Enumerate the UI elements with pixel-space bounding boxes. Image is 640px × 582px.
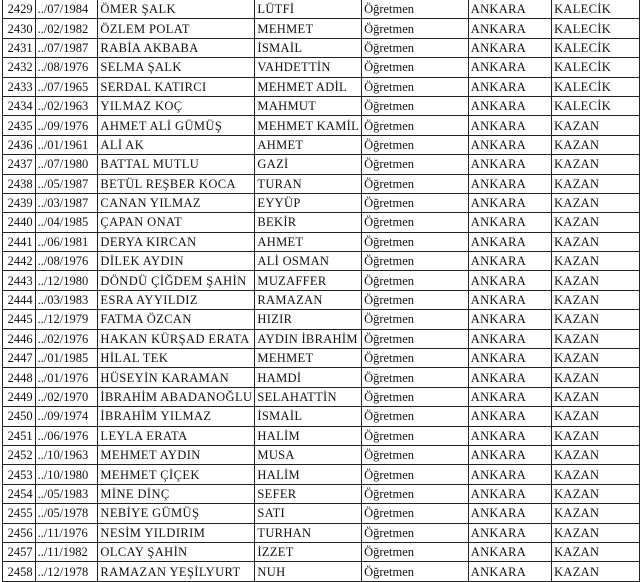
row-number-cell: 2444 bbox=[3, 290, 36, 309]
personnel-table bbox=[2, 0, 640, 582]
district-cell: KAZAN bbox=[552, 213, 640, 232]
birth-date-cell: ../01/1985 bbox=[35, 349, 98, 368]
row-number-cell: 2456 bbox=[3, 523, 36, 542]
job-title-cell: Öğretmen bbox=[362, 504, 469, 523]
row-number-cell: 2436 bbox=[3, 135, 36, 154]
birth-date-cell: ../02/1976 bbox=[35, 329, 98, 348]
province-cell: ANKARA bbox=[468, 77, 551, 96]
birth-date-cell: ../10/1980 bbox=[35, 465, 98, 484]
row-number-cell: 2447 bbox=[3, 349, 36, 368]
row-number-cell: 2440 bbox=[3, 213, 36, 232]
birth-date-cell: ../12/1978 bbox=[35, 562, 98, 581]
row-number-cell: 2438 bbox=[3, 174, 36, 193]
job-title-cell: Öğretmen bbox=[362, 329, 469, 348]
district-cell: KAZAN bbox=[552, 252, 640, 271]
district-cell: KAZAN bbox=[552, 445, 640, 464]
father-name-cell: MEHMET bbox=[255, 19, 362, 38]
full-name-cell: ÖZLEM POLAT bbox=[98, 19, 255, 38]
row-number-cell: 2451 bbox=[3, 426, 36, 445]
row-number-cell: 2450 bbox=[3, 407, 36, 426]
father-name-cell: İSMAİL bbox=[255, 407, 362, 426]
job-title-cell: Öğretmen bbox=[362, 0, 469, 19]
district-cell: KAZAN bbox=[552, 271, 640, 290]
birth-date-cell: ../08/1976 bbox=[35, 252, 98, 271]
table-row bbox=[3, 290, 640, 309]
province-cell: ANKARA bbox=[468, 19, 551, 38]
father-name-cell: MEHMET KAMİL bbox=[255, 116, 362, 135]
table-row bbox=[3, 329, 640, 348]
father-name-cell: MUZAFFER bbox=[255, 271, 362, 290]
table-row bbox=[3, 252, 640, 271]
full-name-cell: OLCAY ŞAHİN bbox=[98, 542, 255, 561]
father-name-cell: BEKİR bbox=[255, 213, 362, 232]
province-cell: ANKARA bbox=[468, 135, 551, 154]
father-name-cell: NUH bbox=[255, 562, 362, 581]
row-number-cell: 2437 bbox=[3, 155, 36, 174]
father-name-cell: AYDIN İBRAHİM bbox=[255, 329, 362, 348]
row-number-cell: 2448 bbox=[3, 368, 36, 387]
district-cell: KALECİK bbox=[552, 19, 640, 38]
table-row bbox=[3, 387, 640, 406]
district-cell: KAZAN bbox=[552, 329, 640, 348]
full-name-cell: BETÜL REŞBER KOCA bbox=[98, 174, 255, 193]
province-cell: ANKARA bbox=[468, 504, 551, 523]
father-name-cell: TURHAN bbox=[255, 523, 362, 542]
birth-date-cell: ../03/1987 bbox=[35, 193, 98, 212]
province-cell: ANKARA bbox=[468, 329, 551, 348]
table-row bbox=[3, 213, 640, 232]
father-name-cell: EYYÜP bbox=[255, 193, 362, 212]
table-row bbox=[3, 174, 640, 193]
row-number-cell: 2446 bbox=[3, 329, 36, 348]
full-name-cell: HİLAL TEK bbox=[98, 349, 255, 368]
district-cell: KAZAN bbox=[552, 290, 640, 309]
father-name-cell: MEHMET bbox=[255, 349, 362, 368]
row-number-cell: 2458 bbox=[3, 562, 36, 581]
table-row bbox=[3, 310, 640, 329]
father-name-cell: HIZIR bbox=[255, 310, 362, 329]
full-name-cell: ÖMER ŞALK bbox=[98, 0, 255, 19]
table-body bbox=[3, 0, 640, 581]
province-cell: ANKARA bbox=[468, 96, 551, 115]
row-number-cell: 2439 bbox=[3, 193, 36, 212]
province-cell: ANKARA bbox=[468, 426, 551, 445]
table-row bbox=[3, 155, 640, 174]
province-cell: ANKARA bbox=[468, 562, 551, 581]
father-name-cell: AHMET bbox=[255, 135, 362, 154]
father-name-cell: İSMAİL bbox=[255, 38, 362, 57]
province-cell: ANKARA bbox=[468, 174, 551, 193]
row-number-cell: 2454 bbox=[3, 484, 36, 503]
birth-date-cell: ../07/1984 bbox=[35, 0, 98, 19]
birth-date-cell: ../05/1983 bbox=[35, 484, 98, 503]
district-cell: KAZAN bbox=[552, 504, 640, 523]
district-cell: KAZAN bbox=[552, 116, 640, 135]
birth-date-cell: ../08/1976 bbox=[35, 58, 98, 77]
father-name-cell: MEHMET ADİL bbox=[255, 77, 362, 96]
district-cell: KALECİK bbox=[552, 77, 640, 96]
birth-date-cell: ../12/1979 bbox=[35, 310, 98, 329]
province-cell: ANKARA bbox=[468, 310, 551, 329]
birth-date-cell: ../01/1976 bbox=[35, 368, 98, 387]
district-cell: KAZAN bbox=[552, 407, 640, 426]
job-title-cell: Öğretmen bbox=[362, 523, 469, 542]
row-number-cell: 2442 bbox=[3, 252, 36, 271]
job-title-cell: Öğretmen bbox=[362, 349, 469, 368]
table-row bbox=[3, 445, 640, 464]
birth-date-cell: ../09/1976 bbox=[35, 116, 98, 135]
province-cell: ANKARA bbox=[468, 213, 551, 232]
job-title-cell: Öğretmen bbox=[362, 135, 469, 154]
full-name-cell: YILMAZ KOÇ bbox=[98, 96, 255, 115]
birth-date-cell: ../02/1982 bbox=[35, 19, 98, 38]
table-row bbox=[3, 368, 640, 387]
birth-date-cell: ../05/1987 bbox=[35, 174, 98, 193]
full-name-cell: SERDAL KATIRCI bbox=[98, 77, 255, 96]
birth-date-cell: ../09/1974 bbox=[35, 407, 98, 426]
full-name-cell: HÜSEYİN KARAMAN bbox=[98, 368, 255, 387]
table-row bbox=[3, 135, 640, 154]
job-title-cell: Öğretmen bbox=[362, 426, 469, 445]
district-cell: KALECİK bbox=[552, 0, 640, 19]
full-name-cell: FATMA ÖZCAN bbox=[98, 310, 255, 329]
row-number-cell: 2435 bbox=[3, 116, 36, 135]
table-row bbox=[3, 116, 640, 135]
full-name-cell: RABİA AKBABA bbox=[98, 38, 255, 57]
table-row bbox=[3, 58, 640, 77]
job-title-cell: Öğretmen bbox=[362, 232, 469, 251]
table-row bbox=[3, 349, 640, 368]
father-name-cell: HALİM bbox=[255, 426, 362, 445]
province-cell: ANKARA bbox=[468, 58, 551, 77]
district-cell: KAZAN bbox=[552, 387, 640, 406]
row-number-cell: 2429 bbox=[3, 0, 36, 19]
row-number-cell: 2455 bbox=[3, 504, 36, 523]
birth-date-cell: ../11/1976 bbox=[35, 523, 98, 542]
father-name-cell: SATI bbox=[255, 504, 362, 523]
job-title-cell: Öğretmen bbox=[362, 542, 469, 561]
district-cell: KAZAN bbox=[552, 310, 640, 329]
father-name-cell: İZZET bbox=[255, 542, 362, 561]
job-title-cell: Öğretmen bbox=[362, 290, 469, 309]
row-number-cell: 2457 bbox=[3, 542, 36, 561]
table-row bbox=[3, 542, 640, 561]
table-row bbox=[3, 465, 640, 484]
job-title-cell: Öğretmen bbox=[362, 213, 469, 232]
full-name-cell: CANAN YILMAZ bbox=[98, 193, 255, 212]
row-number-cell: 2441 bbox=[3, 232, 36, 251]
father-name-cell: SEFER bbox=[255, 484, 362, 503]
birth-date-cell: ../04/1985 bbox=[35, 213, 98, 232]
full-name-cell: MEHMET ÇİÇEK bbox=[98, 465, 255, 484]
job-title-cell: Öğretmen bbox=[362, 368, 469, 387]
district-cell: KAZAN bbox=[552, 542, 640, 561]
full-name-cell: ALİ AK bbox=[98, 135, 255, 154]
table-row bbox=[3, 504, 640, 523]
district-cell: KAZAN bbox=[552, 135, 640, 154]
province-cell: ANKARA bbox=[468, 116, 551, 135]
province-cell: ANKARA bbox=[468, 290, 551, 309]
full-name-cell: LEYLA ERATA bbox=[98, 426, 255, 445]
job-title-cell: Öğretmen bbox=[362, 96, 469, 115]
father-name-cell: AHMET bbox=[255, 232, 362, 251]
district-cell: KALECİK bbox=[552, 58, 640, 77]
job-title-cell: Öğretmen bbox=[362, 252, 469, 271]
row-number-cell: 2431 bbox=[3, 38, 36, 57]
job-title-cell: Öğretmen bbox=[362, 387, 469, 406]
full-name-cell: MEHMET AYDIN bbox=[98, 445, 255, 464]
job-title-cell: Öğretmen bbox=[362, 407, 469, 426]
district-cell: KAZAN bbox=[552, 562, 640, 581]
father-name-cell: GAZİ bbox=[255, 155, 362, 174]
province-cell: ANKARA bbox=[468, 445, 551, 464]
province-cell: ANKARA bbox=[468, 193, 551, 212]
job-title-cell: Öğretmen bbox=[362, 271, 469, 290]
birth-date-cell: ../03/1983 bbox=[35, 290, 98, 309]
district-cell: KALECİK bbox=[552, 38, 640, 57]
father-name-cell: VAHDETTİN bbox=[255, 58, 362, 77]
birth-date-cell: ../01/1961 bbox=[35, 135, 98, 154]
table-row bbox=[3, 271, 640, 290]
district-cell: KAZAN bbox=[552, 232, 640, 251]
birth-date-cell: ../07/1965 bbox=[35, 77, 98, 96]
province-cell: ANKARA bbox=[468, 38, 551, 57]
father-name-cell: LÜTFİ bbox=[255, 0, 362, 19]
row-number-cell: 2449 bbox=[3, 387, 36, 406]
full-name-cell: ESRA AYYILDIZ bbox=[98, 290, 255, 309]
province-cell: ANKARA bbox=[468, 542, 551, 561]
job-title-cell: Öğretmen bbox=[362, 19, 469, 38]
birth-date-cell: ../11/1982 bbox=[35, 542, 98, 561]
job-title-cell: Öğretmen bbox=[362, 465, 469, 484]
father-name-cell: MAHMUT bbox=[255, 96, 362, 115]
province-cell: ANKARA bbox=[468, 387, 551, 406]
province-cell: ANKARA bbox=[468, 349, 551, 368]
province-cell: ANKARA bbox=[468, 368, 551, 387]
province-cell: ANKARA bbox=[468, 523, 551, 542]
father-name-cell: HALİM bbox=[255, 465, 362, 484]
full-name-cell: NESİM YILDIRIM bbox=[98, 523, 255, 542]
full-name-cell: ÇAPAN ONAT bbox=[98, 213, 255, 232]
province-cell: ANKARA bbox=[468, 484, 551, 503]
job-title-cell: Öğretmen bbox=[362, 155, 469, 174]
table-row bbox=[3, 232, 640, 251]
province-cell: ANKARA bbox=[468, 232, 551, 251]
district-cell: KAZAN bbox=[552, 174, 640, 193]
table-row bbox=[3, 484, 640, 503]
table-row bbox=[3, 96, 640, 115]
row-number-cell: 2434 bbox=[3, 96, 36, 115]
row-number-cell: 2452 bbox=[3, 445, 36, 464]
job-title-cell: Öğretmen bbox=[362, 116, 469, 135]
full-name-cell: İBRAHİM YILMAZ bbox=[98, 407, 255, 426]
father-name-cell: TURAN bbox=[255, 174, 362, 193]
full-name-cell: MİNE DİNÇ bbox=[98, 484, 255, 503]
birth-date-cell: ../02/1963 bbox=[35, 96, 98, 115]
father-name-cell: HAMDİ bbox=[255, 368, 362, 387]
job-title-cell: Öğretmen bbox=[362, 562, 469, 581]
full-name-cell: DERYA KIRCAN bbox=[98, 232, 255, 251]
full-name-cell: DÖNDÜ ÇİĞDEM ŞAHİN bbox=[98, 271, 255, 290]
province-cell: ANKARA bbox=[468, 155, 551, 174]
province-cell: ANKARA bbox=[468, 271, 551, 290]
district-cell: KAZAN bbox=[552, 426, 640, 445]
district-cell: KAZAN bbox=[552, 193, 640, 212]
district-cell: KALECİK bbox=[552, 96, 640, 115]
table-row bbox=[3, 562, 640, 581]
job-title-cell: Öğretmen bbox=[362, 38, 469, 57]
birth-date-cell: ../10/1963 bbox=[35, 445, 98, 464]
table-row bbox=[3, 193, 640, 212]
full-name-cell: SELMA ŞALK bbox=[98, 58, 255, 77]
job-title-cell: Öğretmen bbox=[362, 445, 469, 464]
district-cell: KAZAN bbox=[552, 349, 640, 368]
table-row bbox=[3, 426, 640, 445]
row-number-cell: 2430 bbox=[3, 19, 36, 38]
birth-date-cell: ../07/1987 bbox=[35, 38, 98, 57]
row-number-cell: 2443 bbox=[3, 271, 36, 290]
district-cell: KAZAN bbox=[552, 523, 640, 542]
job-title-cell: Öğretmen bbox=[362, 193, 469, 212]
district-cell: KAZAN bbox=[552, 484, 640, 503]
job-title-cell: Öğretmen bbox=[362, 174, 469, 193]
birth-date-cell: ../12/1980 bbox=[35, 271, 98, 290]
full-name-cell: RAMAZAN YEŞİLYURT bbox=[98, 562, 255, 581]
table-row bbox=[3, 0, 640, 19]
full-name-cell: HAKAN KÜRŞAD ERATA bbox=[98, 329, 255, 348]
province-cell: ANKARA bbox=[468, 465, 551, 484]
full-name-cell: NEBİYE GÜMÜŞ bbox=[98, 504, 255, 523]
district-cell: KAZAN bbox=[552, 155, 640, 174]
father-name-cell: RAMAZAN bbox=[255, 290, 362, 309]
row-number-cell: 2433 bbox=[3, 77, 36, 96]
birth-date-cell: ../06/1976 bbox=[35, 426, 98, 445]
birth-date-cell: ../07/1980 bbox=[35, 155, 98, 174]
province-cell: ANKARA bbox=[468, 407, 551, 426]
table-row bbox=[3, 523, 640, 542]
father-name-cell: ALİ OSMAN bbox=[255, 252, 362, 271]
job-title-cell: Öğretmen bbox=[362, 58, 469, 77]
table-row bbox=[3, 77, 640, 96]
table-row bbox=[3, 407, 640, 426]
province-cell: ANKARA bbox=[468, 252, 551, 271]
district-cell: KAZAN bbox=[552, 465, 640, 484]
father-name-cell: MUSA bbox=[255, 445, 362, 464]
table-row bbox=[3, 38, 640, 57]
full-name-cell: AHMET ALİ GÜMÜŞ bbox=[98, 116, 255, 135]
full-name-cell: BATTAL MUTLU bbox=[98, 155, 255, 174]
full-name-cell: İBRAHİM ABADANOĞLU bbox=[98, 387, 255, 406]
birth-date-cell: ../02/1970 bbox=[35, 387, 98, 406]
row-number-cell: 2445 bbox=[3, 310, 36, 329]
province-cell: ANKARA bbox=[468, 0, 551, 19]
row-number-cell: 2453 bbox=[3, 465, 36, 484]
job-title-cell: Öğretmen bbox=[362, 77, 469, 96]
job-title-cell: Öğretmen bbox=[362, 484, 469, 503]
full-name-cell: DİLEK AYDIN bbox=[98, 252, 255, 271]
row-number-cell: 2432 bbox=[3, 58, 36, 77]
birth-date-cell: ../05/1978 bbox=[35, 504, 98, 523]
birth-date-cell: ../06/1981 bbox=[35, 232, 98, 251]
father-name-cell: SELAHATTİN bbox=[255, 387, 362, 406]
district-cell: KAZAN bbox=[552, 368, 640, 387]
table-row bbox=[3, 19, 640, 38]
job-title-cell: Öğretmen bbox=[362, 310, 469, 329]
